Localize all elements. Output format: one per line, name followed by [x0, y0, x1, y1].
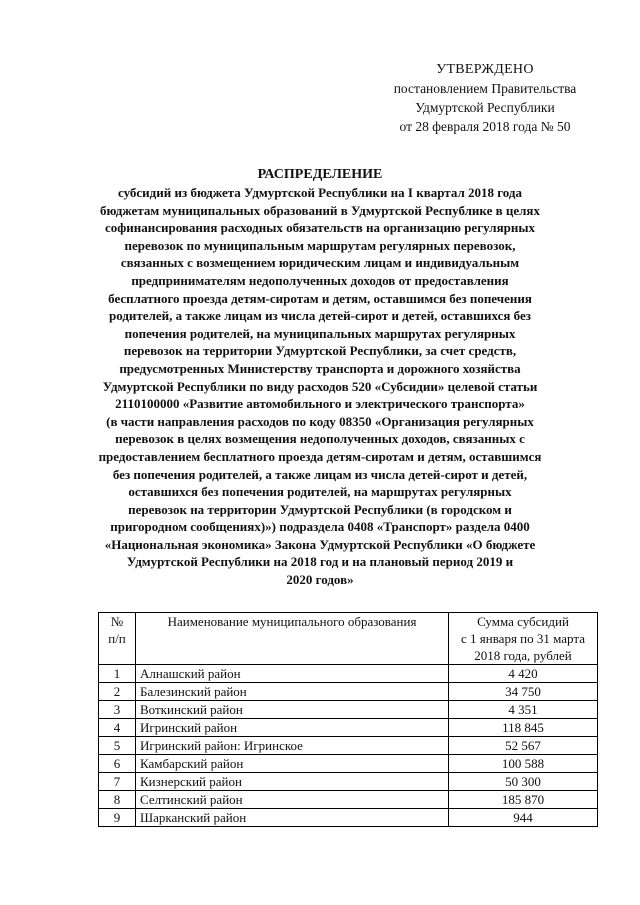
document-title: РАСПРЕДЕЛЕНИЕ	[257, 167, 383, 182]
row-name: Воткинский район	[136, 701, 449, 719]
subtitle-line: перевозок в целях возмещения недополученных доходов, связанных с	[115, 431, 525, 447]
table-row	[99, 809, 598, 827]
row-name: Игринский район	[136, 719, 449, 737]
row-name: Селтинский район	[136, 791, 449, 809]
subtitle-line: субсидий из бюджета Удмуртской Республики на I квартал 2018 года	[117, 185, 523, 200]
approval-heading: УТВЕРЖДЕНО	[436, 62, 534, 77]
row-name: Шарканский район	[136, 809, 449, 827]
header-number: № п/п	[99, 613, 136, 665]
row-sum: 944	[449, 809, 598, 827]
row-sum: 4 420	[449, 665, 598, 683]
table-row	[99, 791, 598, 809]
subtitle-line: Удмуртской Республики на 2018 год и на плановый период 2019 и	[126, 554, 514, 570]
row-sum: 100 588	[449, 755, 598, 773]
subtitle-line: перевозок на территории Удмуртской Республики, за счет средств,	[123, 343, 517, 359]
subtitle-line: предпринимателям недополученных доходов от предоставления	[131, 272, 509, 288]
subtitle-line: связанных с возмещением юридическим лицам и индивидуальным	[120, 255, 520, 271]
table-row	[99, 665, 598, 683]
subtitle-line: 2110100000 «Развитие автомобильного и электрического транспорта»	[115, 396, 525, 412]
table-row	[99, 719, 598, 737]
table-row	[99, 737, 598, 755]
subtitle-line: предусмотренных Министерству транспорта и дорожного хозяйства	[119, 360, 521, 376]
row-number: 6	[99, 755, 136, 773]
table-row	[99, 755, 598, 773]
row-name: Камбарский район	[136, 755, 449, 773]
approval-line: постановлением Правительства	[393, 81, 577, 96]
row-name: Игринский район: Игринское	[136, 737, 449, 755]
subtitle-line: без попечения родителей, а также лицам из числа детей-сирот и детей,	[112, 466, 528, 482]
row-sum: 34 750	[449, 683, 598, 701]
row-number: 1	[99, 665, 136, 683]
header-name: Наименование муниципального образования	[136, 613, 449, 665]
subtitle-line: бесплатного проезда детям-сиротам и детям, оставшимся без попечения	[108, 290, 532, 306]
row-number: 9	[99, 809, 136, 827]
subsidy-table	[98, 612, 598, 827]
subtitle-line: Удмуртской Республики по виду расходов 520 «Субсидии» целевой статьи	[102, 378, 538, 394]
subtitle-line: (в части направления расходов по коду 08350 «Организация регулярных	[106, 413, 534, 429]
row-name: Алнашский район	[136, 665, 449, 683]
subtitle-line: оставшихся без попечения родителей, на маршрутах регулярных	[128, 484, 512, 500]
row-number: 2	[99, 683, 136, 701]
subtitle-line: пригородном сообщениях)») подраздела 0408 «Транспорт» раздела 0400	[110, 519, 530, 535]
subtitle-line: родителей, а также лицам из числа детей-сирот и детей, оставшихся без	[109, 308, 531, 324]
row-number: 8	[99, 791, 136, 809]
subtitle-line: 2020 годов»	[286, 572, 354, 588]
row-number: 7	[99, 773, 136, 791]
header-sum: Сумма субсидий с 1 января по 31 марта 2018 года, рублей	[449, 613, 598, 665]
row-sum: 4 351	[449, 701, 598, 719]
table-row	[99, 773, 598, 791]
row-sum: 50 300	[449, 773, 598, 791]
row-number: 4	[99, 719, 136, 737]
subtitle-line: попечения родителей, на муниципальных маршрутах регулярных	[124, 325, 516, 341]
row-number: 5	[99, 737, 136, 755]
table-header-row	[99, 613, 598, 665]
document-subtitle	[68, 184, 572, 589]
subtitle-line: софинансирования расходных обязательств на организацию регулярных	[105, 220, 535, 236]
approval-stamp	[360, 60, 610, 136]
table-row	[99, 683, 598, 701]
subtitle-line: бюджетам муниципальных образований в Удмуртской Республике в целях	[100, 202, 540, 218]
approval-line: от 28 февраля 2018 года № 50	[399, 119, 571, 134]
row-name: Балезинский район	[136, 683, 449, 701]
subtitle-line: перевозок на территории Удмуртской Республики (в городском и	[128, 501, 512, 517]
row-name: Кизнерский район	[136, 773, 449, 791]
table-row	[99, 701, 598, 719]
row-sum: 118 845	[449, 719, 598, 737]
row-sum: 185 870	[449, 791, 598, 809]
row-sum: 52 567	[449, 737, 598, 755]
row-number: 3	[99, 701, 136, 719]
subtitle-line: предоставлением бесплатного проезда детям-сиротам и детям, оставшимся	[98, 448, 542, 464]
subtitle-line: «Национальная экономика» Закона Удмуртской Республики «О бюджете	[104, 536, 536, 552]
approval-line: Удмуртской Республики	[415, 100, 555, 115]
subtitle-line: перевозок по муниципальным маршрутам регулярных перевозок,	[124, 237, 516, 253]
